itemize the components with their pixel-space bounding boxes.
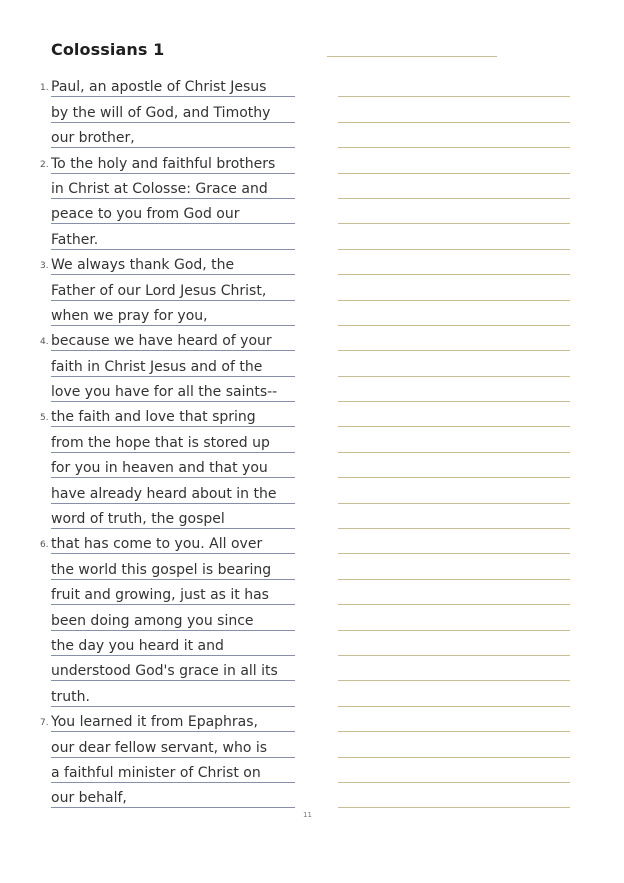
verse-line-text: the faith and love that spring [51,405,295,427]
verse-number: 1. [40,83,49,94]
verse-line-text: our behalf, [51,786,295,808]
blank-writing-line [338,377,570,402]
verse-line-text: in Christ at Colosse: Grace and [51,177,295,199]
blank-writing-line [338,351,570,376]
verse-line-text: Father of our Lord Jesus Christ, [51,279,295,301]
copy-writing-column [338,72,570,808]
verse-number: 5. [40,413,49,424]
verse-line-text: Paul, an apostle of Christ Jesus [51,75,295,97]
blank-writing-line [338,275,570,300]
verse-line [0,758,300,783]
verse-line [0,72,300,97]
verse-line-text: by the will of God, and Timothy [51,101,295,123]
verse-line-text: because we have heard of your [51,329,295,351]
blank-writing-line [338,250,570,275]
verse-line [0,783,300,808]
title-writing-line [327,56,497,57]
blank-writing-line [338,97,570,122]
page-number: 11 [303,811,312,819]
verse-line-text: for you in heaven and that you [51,456,295,478]
verse-line-text: peace to you from God our [51,202,295,224]
verse-line-text: word of truth, the gospel [51,507,295,529]
verse-line [0,631,300,656]
verse-line [0,681,300,706]
verse-number: 2. [40,159,49,170]
verse-line [0,199,300,224]
blank-writing-line [338,199,570,224]
verse-line [0,148,300,173]
blank-writing-line [338,402,570,427]
verse-line-text: when we pray for you, [51,304,295,326]
blank-writing-line [338,580,570,605]
verse-line-text: our dear fellow servant, who is [51,736,295,758]
verse-line-text: truth. [51,685,295,707]
verse-line [0,707,300,732]
blank-writing-line [338,732,570,757]
verse-line-text: have already heard about in the [51,482,295,504]
verse-line [0,351,300,376]
verse-number: 3. [40,261,49,272]
verse-line-text: our brother, [51,126,295,148]
verse-line [0,326,300,351]
blank-writing-line [338,427,570,452]
verse-line-text: We always thank God, the [51,253,295,275]
verse-line-text: that has come to you. All over [51,532,295,554]
page-title: Colossians 1 [51,40,165,59]
blank-writing-line [338,631,570,656]
verse-line-text: the world this gospel is bearing [51,558,295,580]
blank-writing-line [338,148,570,173]
verse-line-text: To the holy and faithful brothers [51,152,295,174]
blank-writing-line [338,478,570,503]
verse-line [0,250,300,275]
blank-writing-line [338,174,570,199]
blank-writing-line [338,783,570,808]
verse-line [0,554,300,579]
blank-writing-line [338,707,570,732]
verse-number: 6. [40,540,49,551]
blank-writing-line [338,656,570,681]
blank-writing-line [338,758,570,783]
verse-line [0,123,300,148]
blank-writing-line [338,301,570,326]
verse-line [0,504,300,529]
verse-line [0,427,300,452]
verse-number: 4. [40,337,49,348]
verse-line [0,275,300,300]
blank-writing-line [338,605,570,630]
verse-line-text: Father. [51,228,295,250]
blank-writing-line [338,529,570,554]
blank-writing-line [338,123,570,148]
blank-writing-line [338,72,570,97]
blank-writing-line [338,504,570,529]
verse-line [0,580,300,605]
verse-line-text: faith in Christ Jesus and of the [51,355,295,377]
verse-line-text: a faithful minister of Christ on [51,761,295,783]
verse-line [0,402,300,427]
blank-writing-line [338,326,570,351]
verse-line-text: love you have for all the saints-- [51,380,295,402]
blank-writing-line [338,453,570,478]
blank-writing-line [338,681,570,706]
blank-writing-line [338,554,570,579]
verse-line [0,605,300,630]
verse-text-column [0,72,300,808]
verse-line-text: fruit and growing, just as it has [51,583,295,605]
verse-line [0,478,300,503]
verse-line [0,377,300,402]
verse-line-text: You learned it from Epaphras, [51,710,295,732]
verse-line [0,174,300,199]
verse-line [0,656,300,681]
verse-line [0,732,300,757]
verse-line [0,301,300,326]
verse-number: 7. [40,718,49,729]
verse-line [0,529,300,554]
verse-line-text: been doing among you since [51,609,295,631]
blank-writing-line [338,224,570,249]
verse-line [0,224,300,249]
verse-line-text: from the hope that is stored up [51,431,295,453]
verse-line [0,97,300,122]
verse-line [0,453,300,478]
verse-line-text: understood God's grace in all its [51,659,295,681]
verse-line-text: the day you heard it and [51,634,295,656]
